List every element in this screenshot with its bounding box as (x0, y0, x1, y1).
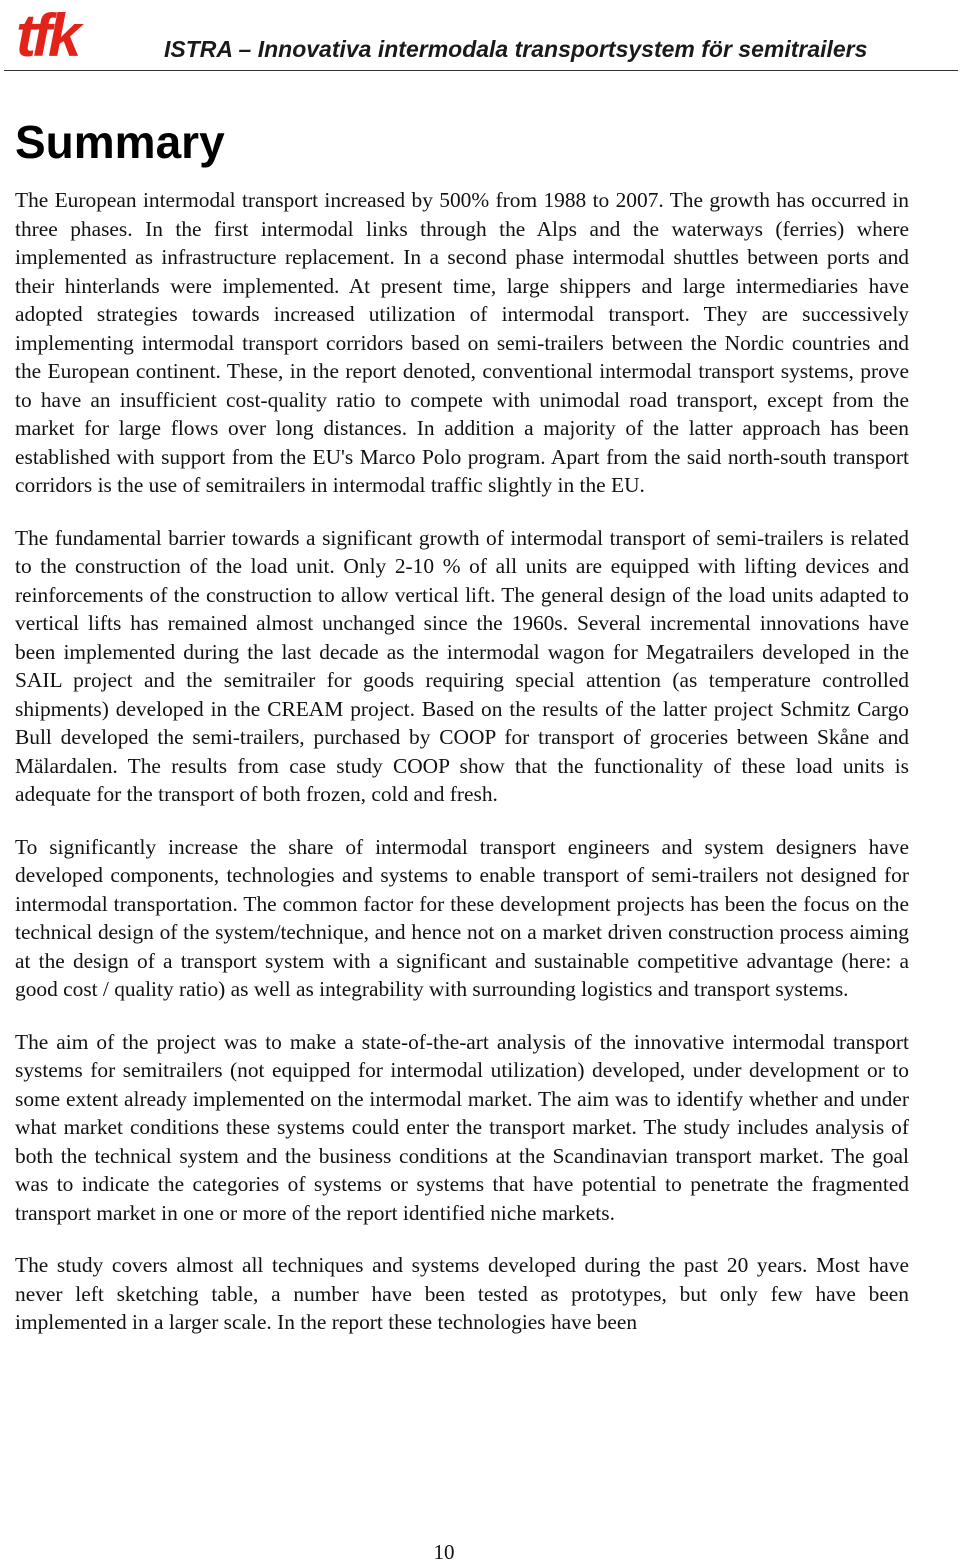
tfk-logo (14, 6, 106, 64)
paragraph-3: To significantly increase the share of intermodal transport engineers and system designers have developed components, technologies and systems to enable transport of semi-trailers not designed for intermodal transportation. The common factor for these development projects has been the focus on the technical design of the system/technique, and hence not on a market driven construction process aiming at the design of a transport system with a significant and sustainable competitive advantage (here: a good cost / quality ratio) as well as integrability with surrounding logistics and transport systems. (15, 834, 909, 1001)
logo-text: tfk (16, 6, 78, 64)
page-number: 10 (433, 1540, 455, 1564)
document-body (15, 186, 909, 1361)
section-heading: Summary (15, 116, 225, 168)
paragraph-5: The study covers almost all techniques and systems developed during the past 20 years. Most have never left sketching table, a number have been tested as prototypes, but only few have been implemented in a larger scale. In the report these technologies have been (15, 1253, 909, 1334)
paragraph-4: The aim of the project was to make a state-of-the-art analysis of the innovative intermodal transport systems for semitrailers (not equipped for intermodal utilization) developed, under development or to some extent already implemented on the intermodal market. The aim was to identify whether and under what market conditions these systems could enter the transport market. The study includes analysis of both the technical system and the business conditions at the Scandinavian transport market. The goal was to indicate the categories of systems or systems that have potential to penetrate the fragmented transport market in one or more of the report identified niche markets. (15, 1029, 909, 1225)
running-header-title: ISTRA – Innovativa intermodala transportsystem för semitrailers (164, 36, 868, 62)
header-divider (4, 70, 958, 71)
paragraph-2: The fundamental barrier towards a significant growth of intermodal transport of semi-trailers is related to the construction of the load unit. Only 2-10 % of all units are equipped with lifting devices and reinforcements of the construction to allow vertical lift. The general design of the load units adapted to vertical lifts has remained almost unchanged since the 1960s. Several incremental innovations have been implemented during the last decade as the intermodal wagon for Megatrailers developed in the SAIL project and the semitrailer for goods requiring special attention (as temperature controlled shipments) developed in the CREAM project. Based on the results of the latter project Schmitz Cargo Bull developed the semi-trailers, purchased by COOP for transport of groceries between Skåne and Mälardalen. The results from case study COOP show that the functionality of these load units is adequate for the transport of both frozen, cold and fresh. (15, 525, 909, 806)
page-header (0, 0, 960, 72)
paragraph-1: The European intermodal transport increased by 500% from 1988 to 2007. The growth has occurred in three phases. In the first intermodal links through the Alps and the waterways (ferries) where implemented as infrastructure replacement. In a second phase intermodal shuttles between ports and their hinterlands were implemented. At present time, large shippers and large intermediaries have adopted strategies towards increased utilization of intermodal transport. They are successively implementing intermodal transport corridors based on semi-trailers between the Nordic countries and the European continent. These, in the report denoted, conventional intermodal transport systems, prove to have an insufficient cost-quality ratio to compete with unimodal road transport, except from the market for large flows over long distances. In addition a majority of the latter approach has been established with support from the EU's Marco Polo program. Apart from the said north-south transport corridors is the use of semitrailers in intermodal traffic slightly in the EU. (15, 188, 909, 497)
